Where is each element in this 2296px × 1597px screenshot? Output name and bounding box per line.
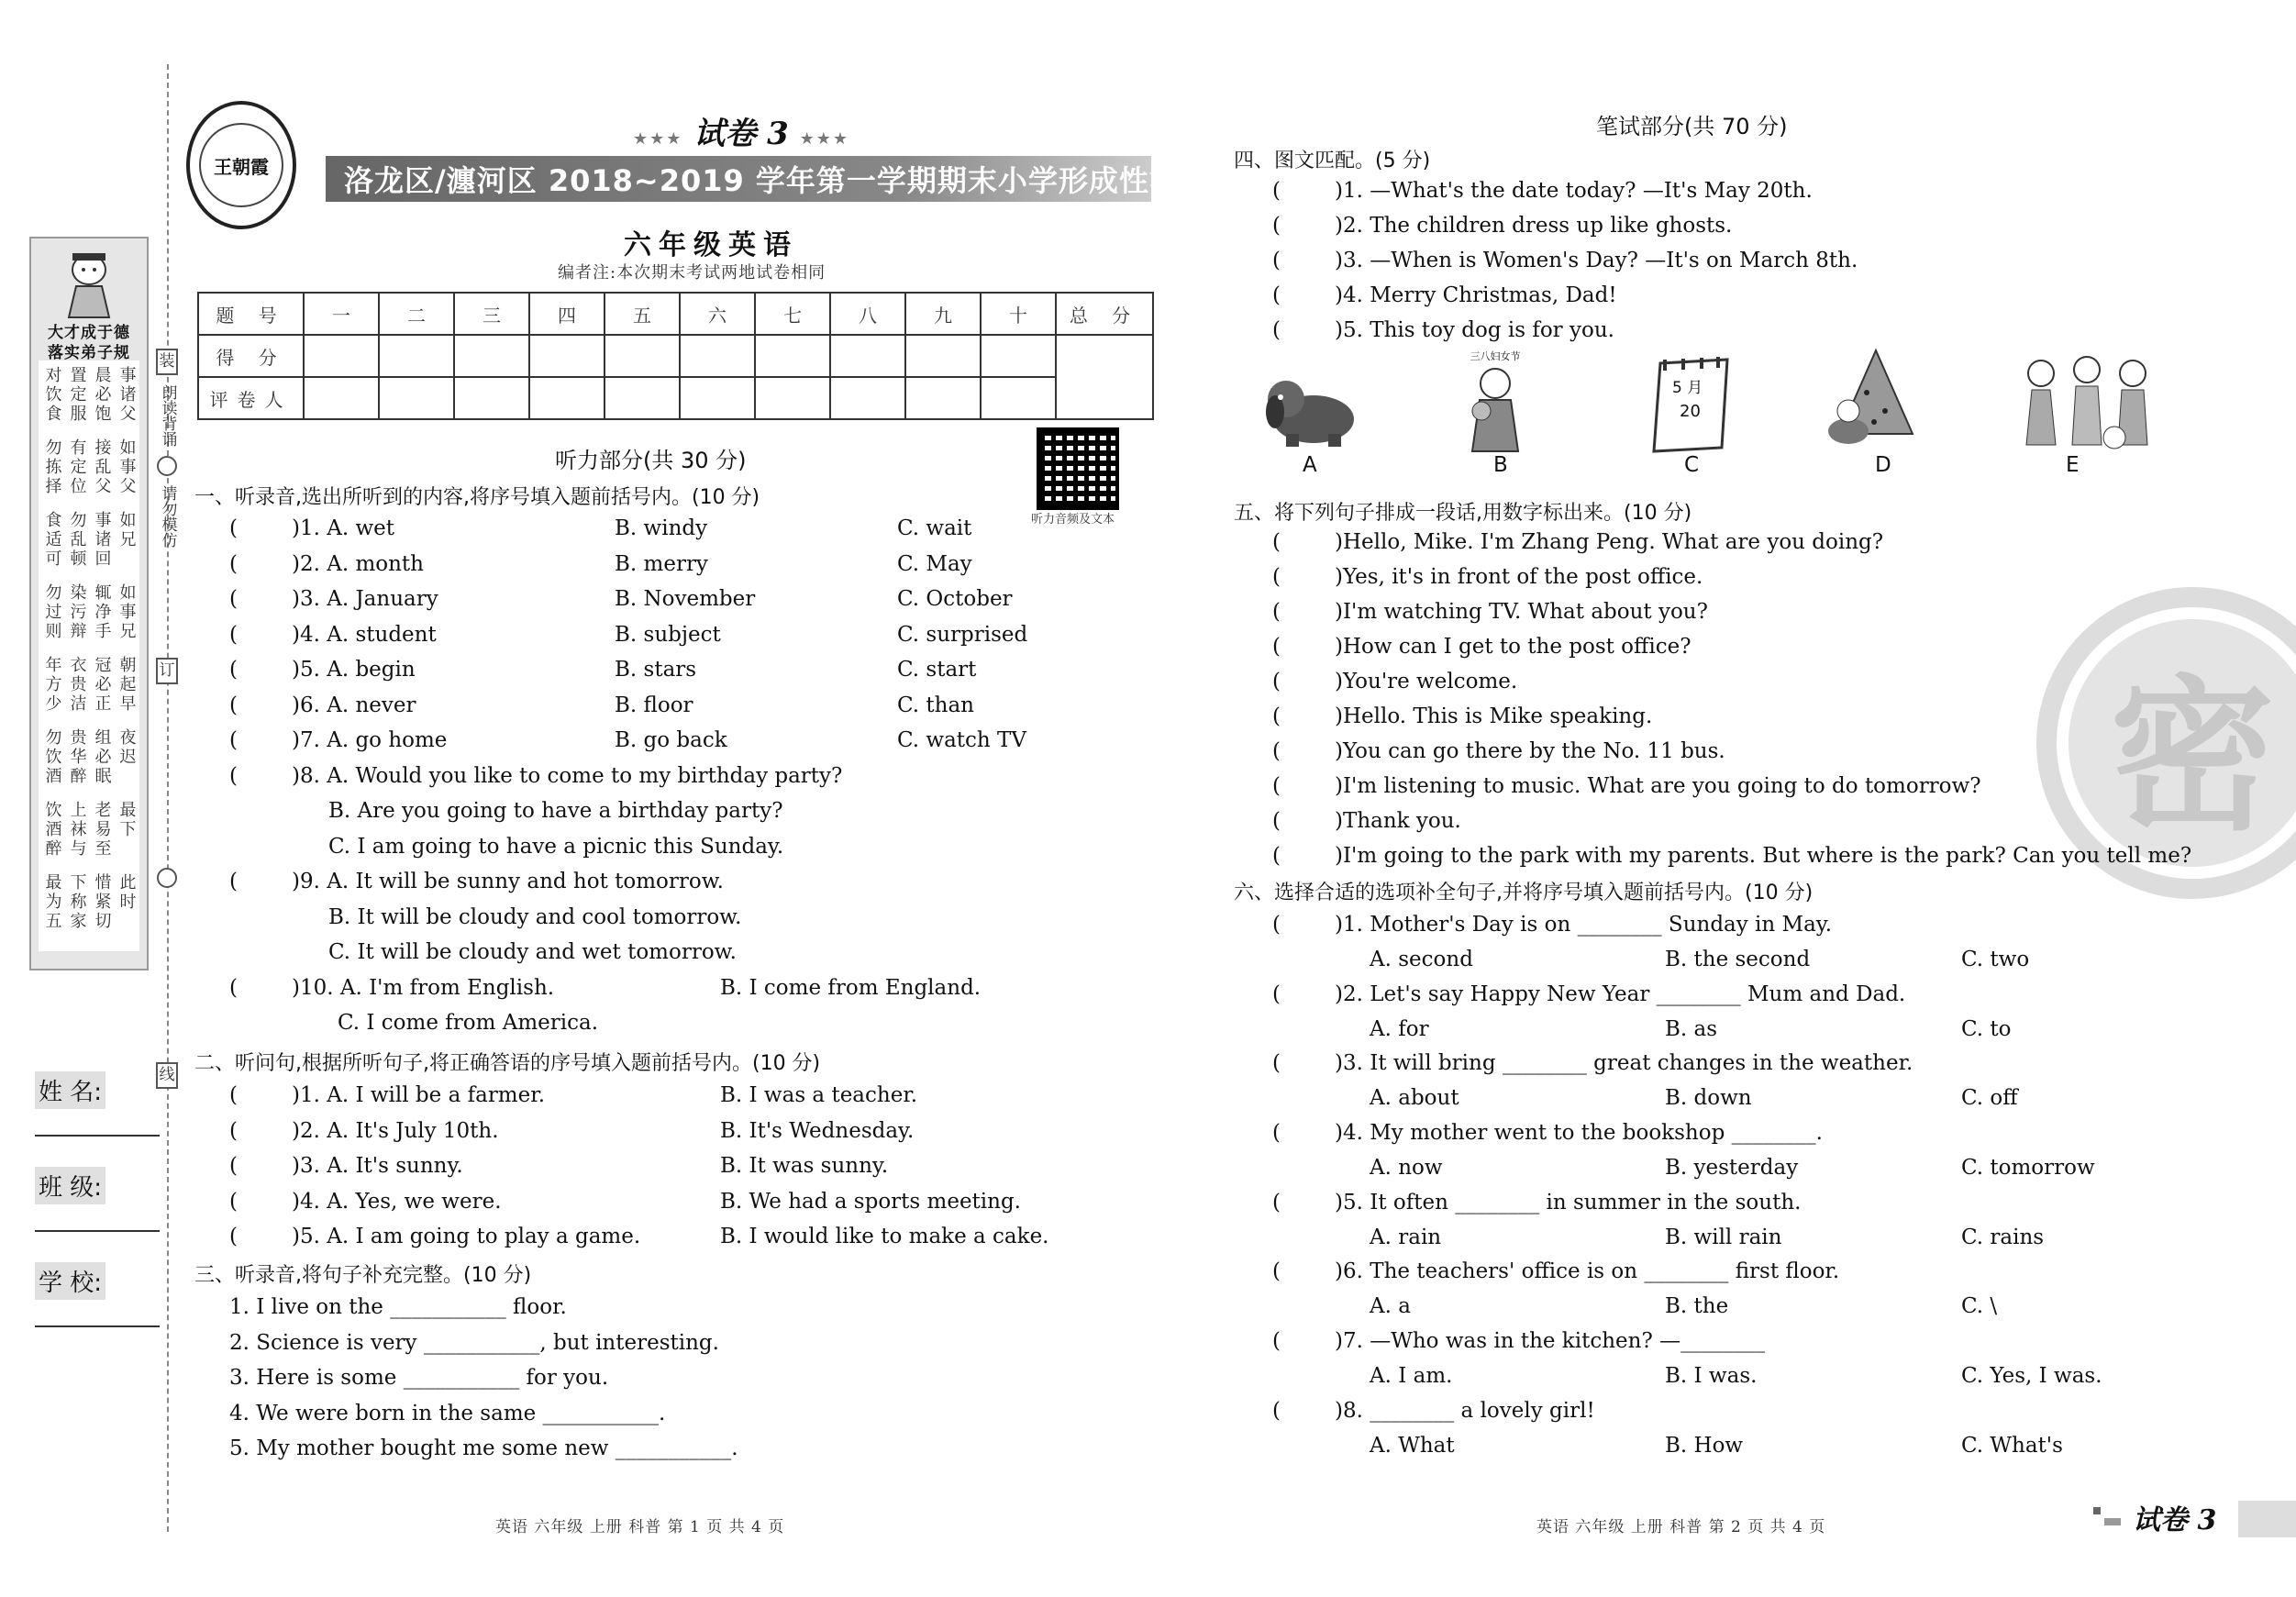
motto-verse: 贵华醉 — [67, 728, 87, 786]
motto-verse: 染污辩 — [67, 583, 87, 641]
footer-square-icon — [2104, 1518, 2121, 1525]
col-header: 九 — [905, 293, 981, 335]
ordering-item: )You can go there by the No. 11 bus. — [1335, 739, 1725, 763]
option-b: B. It was sunny. — [720, 1154, 889, 1178]
answer-paren[interactable]: ( — [1272, 1329, 1281, 1353]
binding-margin — [0, 0, 177, 1597]
option-a: A. about — [1370, 1086, 1459, 1110]
qr-code-icon[interactable] — [1037, 427, 1119, 510]
motto-verse: 冠必正 — [92, 656, 112, 714]
part5-heading: 五、将下列句子排成一段话,用数字标出来。(10 分) — [1234, 502, 1692, 525]
option-c: C. than — [897, 693, 974, 717]
answer-paren[interactable]: ( — [1272, 179, 1281, 203]
total-header: 总 分 — [1056, 293, 1153, 335]
matching-item: )3. —When is Women's Day? —It's on March 8th. — [1335, 249, 1858, 272]
page2-footer: 英语 六年级 上册 科普 第 2 页 共 4 页 — [1536, 1518, 1826, 1536]
answer-paren[interactable]: ( — [1272, 635, 1281, 659]
score-cell[interactable] — [379, 335, 454, 377]
row-label-number: 题 号 — [198, 293, 304, 335]
grader-cell[interactable] — [605, 377, 680, 419]
answer-paren[interactable]: ( — [229, 693, 238, 717]
score-table-row — [198, 335, 1153, 377]
answer-paren[interactable]: ( — [1272, 670, 1281, 693]
option-b: B. I would like to make a cake. — [720, 1225, 1049, 1248]
col-header: 十 — [981, 293, 1056, 335]
motto-caption-2: 落实弟子规 — [48, 344, 130, 362]
score-cell[interactable] — [981, 335, 1056, 377]
question-item: )7. A. go home — [292, 728, 448, 752]
question-item: )1. A. wet — [292, 516, 395, 540]
answer-paren[interactable]: ( — [229, 976, 238, 1000]
motto-verse-group — [40, 728, 138, 786]
question-item: )5. A. I am going to play a game. — [292, 1225, 641, 1248]
col-header: 四 — [529, 293, 605, 335]
motto-verse: 如兄 — [116, 511, 137, 549]
motto-verse: 勿拣择 — [42, 438, 62, 496]
answer-paren[interactable]: ( — [1272, 913, 1281, 937]
answer-paren[interactable]: ( — [229, 1190, 238, 1214]
answer-paren[interactable]: ( — [1272, 774, 1281, 798]
option-c: C. I come from America. — [338, 1011, 599, 1035]
option-b: B. the second — [1665, 948, 1811, 971]
calendar-day: 20 — [1680, 402, 1701, 421]
christmas-tree-icon — [1821, 347, 1931, 457]
answer-paren[interactable]: ( — [1272, 809, 1281, 833]
motto-verse: 最下 — [116, 801, 137, 839]
col-header: 五 — [605, 293, 680, 335]
motto-verse: 勿饮酒 — [42, 728, 62, 786]
ordering-item: )Hello. This is Mike speaking. — [1335, 704, 1653, 728]
option-b: B. windy — [615, 516, 708, 540]
answer-paren[interactable]: ( — [229, 1119, 238, 1143]
score-cell[interactable] — [830, 335, 905, 377]
option-b: B. stars — [615, 658, 697, 682]
col-header: 六 — [680, 293, 755, 335]
motto-verse: 辄净手 — [92, 583, 112, 641]
star-decoration-icon: ★★★ — [799, 129, 850, 149]
cut-tags — [154, 349, 180, 1098]
matching-item: )5. This toy dog is for you. — [1335, 318, 1614, 342]
answer-paren[interactable]: ( — [229, 658, 238, 682]
option-a: A. What — [1370, 1434, 1455, 1458]
question-item: )6. A. never — [292, 693, 416, 717]
option-b: B. November — [615, 587, 756, 611]
cut-tag-1: 装 — [156, 349, 178, 375]
question-item: )3. A. It's sunny. — [292, 1154, 463, 1178]
editor-note: 编者注:本次期末考试两地试卷相同 — [558, 263, 826, 283]
calendar-icon — [1647, 356, 1757, 466]
answer-paren[interactable]: ( — [229, 764, 238, 788]
answer-paren[interactable]: ( — [229, 516, 238, 540]
motto-verse-group — [40, 583, 138, 641]
option-b: B. It's Wednesday. — [720, 1119, 915, 1143]
question-item: )10. A. I'm from English. — [292, 976, 555, 1000]
fill-blank-item: 5. My mother bought me some new ___________. — [229, 1436, 738, 1460]
motto-verse: 最为五 — [42, 873, 62, 931]
answer-paren[interactable]: ( — [229, 623, 238, 647]
grader-cell[interactable] — [454, 377, 529, 419]
subject-title: 六年级英语 — [624, 229, 798, 261]
grader-cell[interactable] — [755, 377, 830, 419]
col-header: 七 — [755, 293, 830, 335]
picture-label: D — [1875, 453, 1891, 477]
picture-label: C — [1684, 453, 1700, 477]
motto-verse: 老易至 — [92, 801, 112, 859]
answer-paren[interactable]: ( — [1272, 283, 1281, 307]
fill-blank-item: 4. We were born in the same ___________. — [229, 1402, 666, 1425]
motto-verse-group — [40, 438, 138, 496]
ordering-item: )How can I get to the post office? — [1335, 635, 1691, 659]
score-cell[interactable] — [755, 335, 830, 377]
motto-verses — [39, 360, 139, 951]
motto-verse-group — [40, 366, 138, 424]
answer-paren[interactable]: ( — [1272, 1121, 1281, 1145]
score-table — [197, 292, 1154, 420]
option-c: C. October — [897, 587, 1013, 611]
motto-verse: 饮酒醉 — [42, 801, 62, 859]
option-b: B. subject — [615, 623, 721, 647]
answer-paren[interactable]: ( — [229, 1083, 238, 1107]
option-b: B. yesterday — [1665, 1156, 1799, 1180]
answer-paren[interactable]: ( — [1272, 1399, 1281, 1423]
motto-verse: 朝起早 — [116, 656, 137, 714]
score-cell[interactable] — [304, 335, 379, 377]
score-cell[interactable] — [529, 335, 605, 377]
calendar-month: 5 月 — [1672, 379, 1703, 397]
answer-paren[interactable]: ( — [1272, 1259, 1281, 1283]
footer-paper-badge: 试卷 3 — [2133, 1504, 2217, 1536]
paper-number — [633, 108, 849, 153]
question-line: B. Are you going to have a birthday party? — [328, 799, 783, 823]
motto-verse: 事诸父 — [116, 366, 137, 424]
grader-cell[interactable] — [529, 377, 605, 419]
question-line: )9. A. It will be sunny and hot tomorrow. — [292, 870, 724, 893]
name-line[interactable] — [35, 1135, 160, 1137]
motto-verse: 勿过则 — [42, 583, 62, 641]
option-a: A. I am. — [1370, 1364, 1453, 1388]
motto-verse: 如事父 — [116, 438, 137, 496]
col-header: 八 — [830, 293, 905, 335]
answer-paren[interactable]: ( — [1272, 530, 1281, 554]
paper-number-text: 试卷 3 — [693, 116, 789, 152]
choice-question: )2. Let's say Happy New Year ________ Mum and Dad. — [1335, 982, 1906, 1006]
score-cell[interactable] — [905, 335, 981, 377]
question-item: )4. A. student — [292, 623, 437, 647]
choice-question: )5. It often ________ in summer in the south. — [1335, 1191, 1802, 1214]
exam-title: 洛龙区/瀍河区 2018~2019 学年第一学期期末小学形成性测试 — [344, 163, 1210, 198]
option-c: C. Yes, I was. — [1961, 1364, 2102, 1388]
motto-verse-group — [40, 801, 138, 859]
picture-label: E — [2066, 453, 2080, 477]
matching-item: )2. The children dress up like ghosts. — [1335, 214, 1733, 238]
choice-question: )8. ________ a lovely girl! — [1335, 1399, 1595, 1423]
motto-panel — [29, 237, 149, 970]
score-table-row — [198, 293, 1153, 335]
option-b: B. floor — [615, 693, 693, 717]
answer-paren[interactable]: ( — [1272, 982, 1281, 1006]
score-table-row — [198, 377, 1153, 419]
row-label-grader: 评卷人 — [198, 377, 304, 419]
school-label: 学 校: — [35, 1262, 105, 1300]
motto-verse: 此时 — [116, 873, 137, 912]
answer-paren[interactable]: ( — [1272, 600, 1281, 624]
option-a: A. a — [1370, 1294, 1411, 1318]
col-header: 三 — [454, 293, 529, 335]
option-c: C. two — [1961, 948, 2030, 971]
grader-cell[interactable] — [379, 377, 454, 419]
motto-caption-1: 大才成于德 — [48, 324, 130, 342]
ordering-item: )Thank you. — [1335, 809, 1461, 833]
motto-verse: 有定位 — [67, 438, 87, 496]
option-c: C. to — [1961, 1017, 2012, 1041]
answer-paren[interactable]: ( — [1272, 318, 1281, 342]
option-c: C. start — [897, 658, 977, 682]
score-cell[interactable] — [454, 335, 529, 377]
qr-caption: 听力音频及文本 — [1031, 513, 1115, 527]
col-header: 二 — [379, 293, 454, 335]
fill-blank-item: 1. I live on the ___________ floor. — [229, 1295, 567, 1319]
cut-text-2: 请勿模仿 — [158, 485, 177, 548]
option-a: A. for — [1370, 1017, 1429, 1041]
motto-verse: 如事兄 — [116, 583, 137, 641]
listening-title: 听力部分(共 30 分) — [555, 448, 747, 473]
question-line: C. It will be cloudy and wet tomorrow. — [328, 940, 737, 964]
fill-blank-item: 2. Science is very ___________, but interesting. — [229, 1331, 719, 1355]
option-b: B. merry — [615, 552, 708, 576]
ordering-item: )Hello, Mike. I'm Zhang Peng. What are you doing? — [1335, 530, 1884, 554]
col-header: 一 — [304, 293, 379, 335]
option-b: B. I was a teacher. — [720, 1083, 918, 1107]
footer-bar — [2238, 1501, 2296, 1537]
ordering-item: )I'm watching TV. What about you? — [1335, 600, 1708, 624]
row-label-score: 得 分 — [198, 335, 304, 377]
matching-item: )4. Merry Christmas, Dad! — [1335, 283, 1617, 307]
motto-verse: 对饮食 — [42, 366, 62, 424]
answer-paren[interactable]: ( — [1272, 565, 1281, 589]
question-item: )2. A. It's July 10th. — [292, 1119, 499, 1143]
school-field[interactable] — [35, 1262, 160, 1327]
part2-heading: 二、听问句,根据所听句子,将正确答语的序号填入题前括号内。(10 分) — [194, 1052, 821, 1075]
motto-verse: 年方少 — [42, 656, 62, 714]
option-b: B. We had a sports meeting. — [720, 1190, 1021, 1214]
motto-verse: 事诸回 — [92, 511, 112, 569]
option-c: C. May — [897, 552, 972, 576]
answer-paren[interactable]: ( — [1272, 1051, 1281, 1075]
answer-paren[interactable]: ( — [1272, 844, 1281, 868]
part4-heading: 四、图文匹配。(5 分) — [1234, 150, 1431, 172]
choice-question: )4. My mother went to the bookshop ________. — [1335, 1121, 1823, 1145]
option-b: B. How — [1665, 1434, 1744, 1458]
school-line[interactable] — [35, 1325, 160, 1327]
total-score-cell[interactable] — [1056, 335, 1153, 419]
choice-question: )6. The teachers' office is on ________ first floor. — [1335, 1259, 1840, 1283]
page1-footer: 英语 六年级 上册 科普 第 1 页 共 4 页 — [495, 1518, 785, 1536]
motto-verse-group — [40, 656, 138, 714]
option-a: A. second — [1370, 948, 1473, 971]
watermark-seal: 密 — [2069, 619, 2296, 867]
score-cell[interactable] — [605, 335, 680, 377]
motto-verse: 下称家 — [67, 873, 87, 931]
option-c: C. tomorrow — [1961, 1156, 2095, 1180]
footer-square-icon — [2093, 1507, 2101, 1514]
ordering-item: )Yes, it's in front of the post office. — [1335, 565, 1703, 589]
answer-paren[interactable]: ( — [1272, 739, 1281, 763]
cut-circle-1 — [157, 456, 177, 476]
part3-heading: 三、听录音,将句子补充完整。(10 分) — [194, 1264, 532, 1287]
choice-question: )3. It will bring ________ great changes in the weather. — [1335, 1051, 1913, 1075]
answer-paren[interactable]: ( — [229, 728, 238, 752]
picture-label: A — [1303, 453, 1317, 477]
question-item: )3. A. January — [292, 587, 438, 611]
matching-item: )1. —What's the date today? —It's May 20th. — [1335, 179, 1813, 203]
part6-heading: 六、选择合适的选项补全句子,并将序号填入题前括号内。(10 分) — [1234, 882, 1814, 904]
picture-label: B — [1493, 453, 1508, 477]
writing-title: 笔试部分(共 70 分) — [1596, 114, 1788, 139]
answer-paren[interactable]: ( — [229, 1154, 238, 1178]
motto-verse: 勿乱顿 — [67, 511, 87, 569]
option-b: B. will rain — [1665, 1225, 1782, 1249]
question-item: )1. A. I will be a farmer. — [292, 1083, 546, 1107]
option-c: C. \ — [1961, 1294, 1998, 1318]
option-c: C. watch TV — [897, 728, 1026, 752]
option-b: B. the — [1665, 1294, 1729, 1318]
cut-text-1: 朗读背诵 — [158, 384, 177, 447]
option-c: C. What's — [1961, 1434, 2063, 1458]
option-c: C. wait — [897, 516, 972, 540]
answer-paren[interactable]: ( — [1272, 1191, 1281, 1214]
womens-day-icon — [1454, 349, 1564, 459]
option-b: B. I come from England. — [720, 976, 982, 1000]
part1-heading: 一、听录音,选出所听到的内容,将序号填入题前括号内。(10 分) — [194, 486, 760, 509]
cut-tag-3: 线 — [156, 1062, 178, 1089]
motto-verse-group — [40, 511, 138, 569]
motto-header — [31, 238, 147, 362]
name-label: 姓 名: — [35, 1071, 105, 1109]
motto-verse: 夜迟 — [116, 728, 137, 767]
choice-question: )7. —Who was in the kitchen? —________ — [1335, 1329, 1766, 1353]
womens-day-caption: 三八妇女节 — [1470, 350, 1521, 362]
option-a: A. now — [1370, 1156, 1443, 1180]
publisher-logo — [186, 101, 296, 229]
class-field[interactable] — [35, 1167, 160, 1232]
motto-verse: 晨必饱 — [92, 366, 112, 424]
ordering-item: )You're welcome. — [1335, 670, 1518, 693]
answer-paren[interactable]: ( — [1272, 704, 1281, 728]
grader-cell[interactable] — [304, 377, 379, 419]
answer-paren[interactable]: ( — [229, 870, 238, 893]
option-b: B. I was. — [1665, 1364, 1758, 1388]
question-line: )8. A. Would you like to come to my birthday party? — [292, 764, 843, 788]
option-b: B. as — [1665, 1017, 1718, 1041]
choice-question: )1. Mother's Day is on ________ Sunday in May. — [1335, 913, 1833, 937]
option-a: A. rain — [1370, 1225, 1442, 1249]
halloween-icon — [2013, 353, 2124, 463]
question-item: )2. A. month — [292, 552, 424, 576]
motto-verse: 组必眠 — [92, 728, 112, 786]
option-b: B. go back — [615, 728, 727, 752]
option-c: C. rains — [1961, 1225, 2045, 1249]
motto-verse: 置定服 — [67, 366, 87, 424]
grader-cell[interactable] — [905, 377, 981, 419]
motto-verse: 上袜与 — [67, 801, 87, 859]
cut-tag-2: 订 — [156, 658, 178, 684]
grader-cell[interactable] — [981, 377, 1056, 419]
motto-verse: 接乱父 — [92, 438, 112, 496]
question-line: C. I am going to have a picnic this Sunday. — [328, 835, 784, 859]
class-label: 班 级: — [35, 1167, 105, 1204]
star-decoration-icon: ★★★ — [633, 129, 683, 149]
motto-verse-group — [40, 873, 138, 931]
motto-verse: 惜紧切 — [92, 873, 112, 931]
fill-blank-item: 3. Here is some ___________ for you. — [229, 1366, 609, 1390]
motto-verse: 衣贵洁 — [67, 656, 87, 714]
answer-paren[interactable]: ( — [229, 1225, 238, 1248]
cut-circle-2 — [157, 868, 177, 888]
motto-verse: 食适可 — [42, 511, 62, 569]
answer-paren[interactable]: ( — [1272, 214, 1281, 238]
answer-paren[interactable]: ( — [229, 587, 238, 611]
option-b: B. down — [1665, 1086, 1752, 1110]
option-c: C. surprised — [897, 623, 1028, 647]
scholar-figure-icon — [52, 246, 126, 319]
grader-cell[interactable] — [830, 377, 905, 419]
answer-paren[interactable]: ( — [1272, 249, 1281, 272]
score-cell[interactable] — [680, 335, 755, 377]
ordering-item: )I'm going to the park with my parents. But where is the park? Can you tell me? — [1335, 844, 2192, 868]
grader-cell[interactable] — [680, 377, 755, 419]
logo-text: 王朝霞 — [199, 123, 283, 207]
class-line[interactable] — [35, 1230, 160, 1232]
option-c: C. off — [1961, 1086, 2018, 1110]
question-line: B. It will be cloudy and cool tomorrow. — [328, 905, 742, 929]
question-item: )5. A. begin — [292, 658, 416, 682]
answer-paren[interactable]: ( — [229, 552, 238, 576]
ordering-item: )I'm listening to music. What are you going to do tomorrow? — [1335, 774, 1981, 798]
name-field[interactable] — [35, 1071, 160, 1137]
question-item: )4. A. Yes, we were. — [292, 1190, 502, 1214]
